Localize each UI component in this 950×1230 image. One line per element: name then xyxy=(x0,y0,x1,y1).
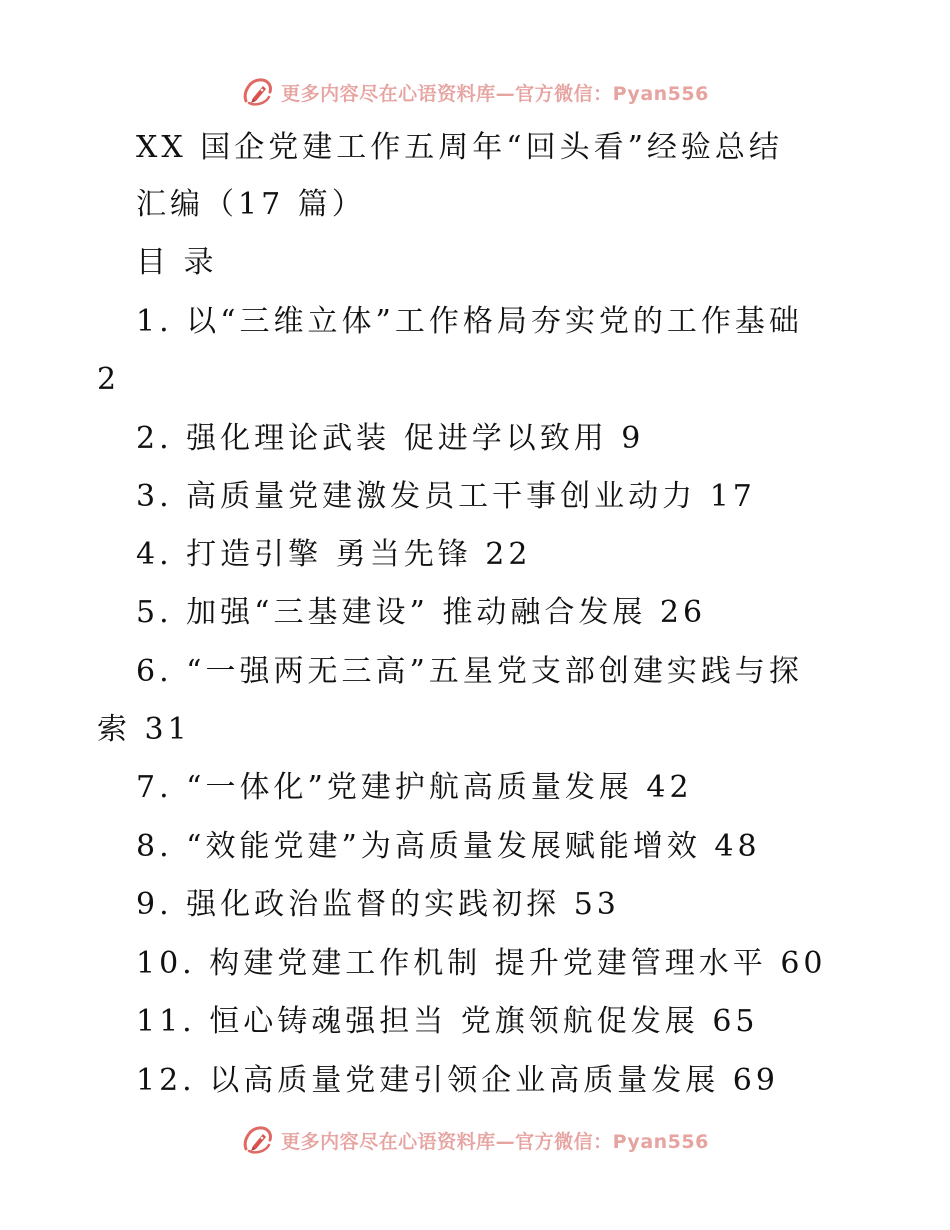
toc-entry-12: 12. 以高质量党建引领企业高质量发展 69 xyxy=(136,1063,779,1098)
header-watermark xyxy=(0,72,950,112)
toc-entry-4: 4. 打造引擎 勇当先锋 22 xyxy=(136,537,532,572)
footer-watermark xyxy=(0,1120,950,1160)
document-title-line-1: XX 国企党建工作五周年“回头看”经验总结 xyxy=(136,130,783,165)
document-title-line-2: 汇编（17 篇） xyxy=(136,187,366,222)
toc-entry-5: 5. 加强“三基建设” 推动融合发展 26 xyxy=(136,595,707,630)
toc-entry-7: 7. “一体化”党建护航高质量发展 42 xyxy=(136,770,693,805)
toc-entry-1-page: 2 xyxy=(97,362,121,397)
watermark-text: 更多内容尽在心语资料库—官方微信：Pyan556 xyxy=(281,1130,709,1153)
toc-entry-10: 10. 构建党建工作机制 提升党建管理水平 60 xyxy=(136,946,827,981)
toc-entry-8: 8. “效能党建”为高质量发展赋能增效 48 xyxy=(136,829,761,864)
toc-heading: 目 录 xyxy=(136,245,218,280)
toc-entry-6: 6. “一强两无三高”五星党支部创建实践与探 xyxy=(136,654,803,689)
toc-entry-11: 11. 恒心铸魂强担当 党旗领航促发展 65 xyxy=(136,1004,759,1039)
pen-nib-swirl-icon xyxy=(241,75,275,109)
toc-entry-9: 9. 强化政治监督的实践初探 53 xyxy=(136,887,620,922)
toc-entry-3: 3. 高质量党建激发员工干事创业动力 17 xyxy=(136,479,756,514)
pen-nib-swirl-icon xyxy=(241,1123,275,1157)
watermark-text: 更多内容尽在心语资料库—官方微信：Pyan556 xyxy=(281,82,709,105)
toc-entry-1: 1. 以“三维立体”工作格局夯实党的工作基础 xyxy=(136,304,803,339)
toc-entry-2: 2. 强化理论武装 促进学以致用 9 xyxy=(136,421,645,456)
toc-entry-6-wrap: 索 31 xyxy=(97,712,191,747)
